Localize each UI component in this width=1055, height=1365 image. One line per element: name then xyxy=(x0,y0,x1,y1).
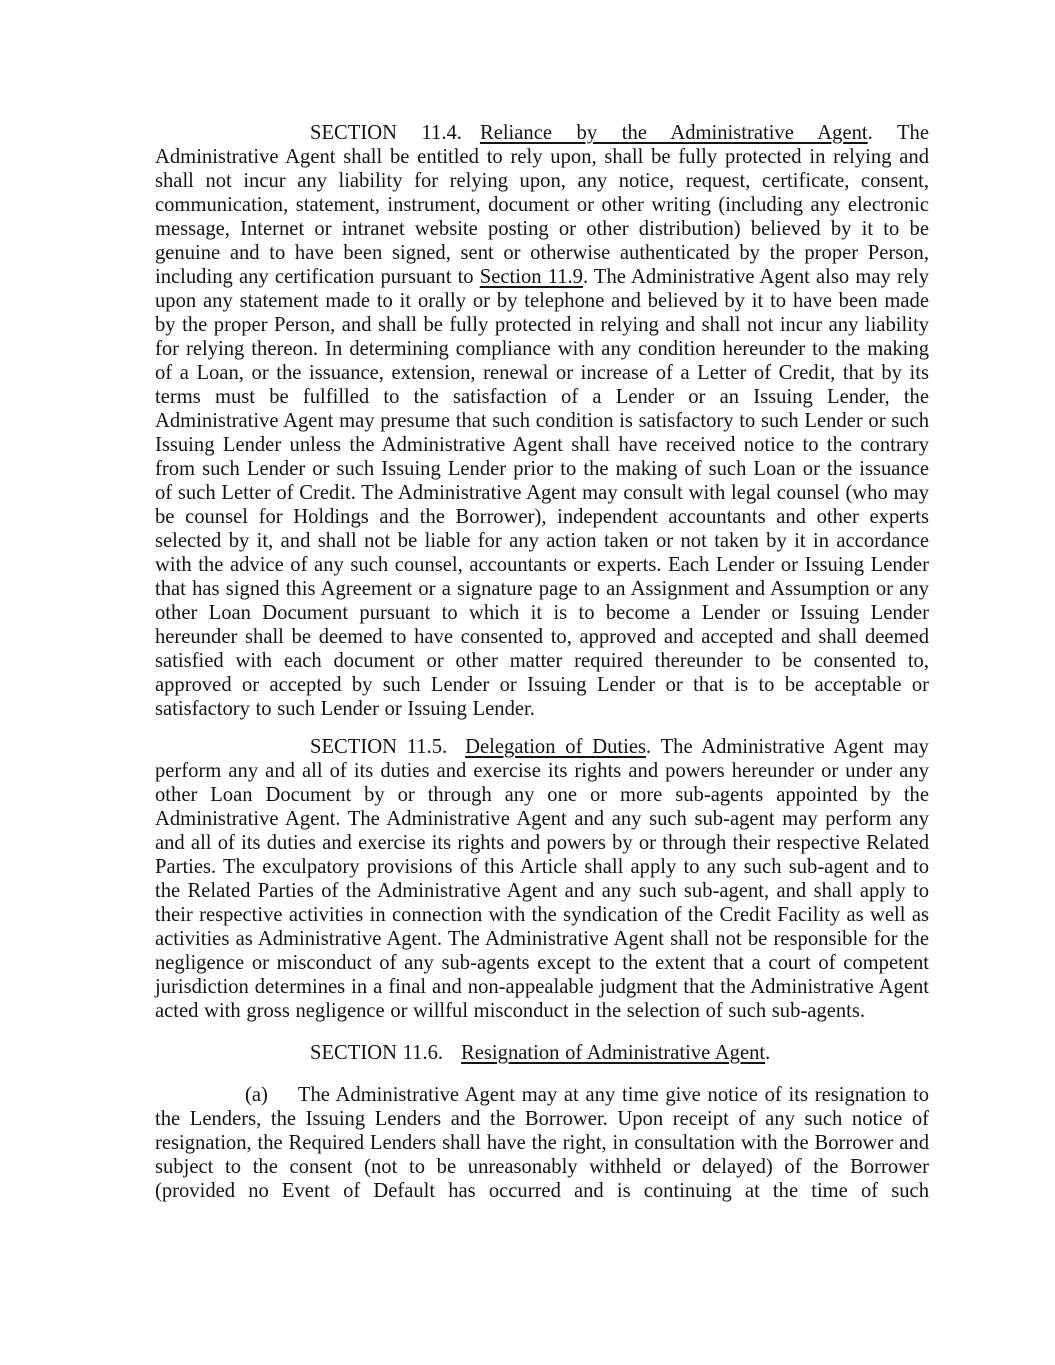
section-11-6-heading xyxy=(155,1041,929,1065)
section-11-4-title: Reliance by the Administrative Agent xyxy=(479,122,868,144)
section-11-6-title: Resignation of Administrative Agent xyxy=(461,1042,766,1064)
section-11-4-body-before-ref: The Administrative Agent shall be entitled to rely upon, shall be fully protected in relying and shall not incur any liability for relying upon, any notice, request, certificate, consent, communication, statement, instrument, document or other writing (including any electronic message, Internet or intranet website posting or other distribution) believed by it to be genuine and to have been signed, sent or otherwise authenticated by the proper Person, including any certification pursuant to xyxy=(155,122,929,288)
section-11-5-title-period: . xyxy=(646,736,652,758)
section-11-6-label: SECTION 11.6. xyxy=(310,1042,444,1064)
section-11-6-title-period: . xyxy=(765,1042,771,1064)
section-11-5-label: SECTION 11.5. xyxy=(310,736,448,758)
section-11-4-label: SECTION 11.4. xyxy=(310,122,462,144)
section-11-5-paragraph xyxy=(155,735,929,1023)
section-11-4-title-period: . xyxy=(867,122,873,144)
paragraph-a-label: (a) xyxy=(245,1084,268,1106)
section-11-5-body: The Administrative Agent may perform any and all of its duties and exercise its rights and powers hereunder or under any other Loan Document by or through any one or more sub-agents appointed by the Administrative Agent. The Administrative Agent and any such sub-agent may perform any and all of its duties and exercise its rights and powers by or through their respective Related Parties. The exculpatory provisions of this Article shall apply to any such sub-agent and to the Related Parties of the Administrative Agent and any such sub-agent, and shall apply to their respective activities in connection with the syndication of the Credit Facility as well as activities as Administrative Agent. The Administrative Agent shall not be responsible for the negligence or misconduct of any sub-agents except to the extent that a court of competent jurisdiction determines in a final and non-appealable judgment that the Administrative Agent acted with gross negligence or willful misconduct in the selection of such sub-agents. xyxy=(155,736,929,1022)
section-11-4-body-after-ref: . The Administrative Agent also may rely upon any statement made to it orally or by telephone and believed by it to have been made by the proper Person, and shall be fully protected in relying and shall not incur any liability for relying thereon. In determining compliance with any condition hereunder to the making of a Loan, or the issuance, extension, renewal or increase of a Letter of Credit, that by its terms must be fulfilled to the satisfaction of a Lender or an Issuing Lender, the Administrative Agent may presume that such condition is satisfactory to such Lender or such Issuing Lender unless the Administrative Agent shall have received notice to the contrary from such Lender or such Issuing Lender prior to the making of such Loan or the issuance of such Letter of Credit. The Administrative Agent may consult with legal counsel (who may be counsel for Holdings and the Borrower), independent accountants and other experts selected by it, and shall not be liable for any action taken or not taken by it in accordance with the advice of any such counsel, accountants or experts. Each Lender or Issuing Lender that has signed this Agreement or a signature page to an Assignment and Assumption or any other Loan Document pursuant to which it is to become a Lender or Issuing Lender hereunder shall be deemed to have consented to, approved and accepted and shall deemed satisfied with each document or other matter required thereunder to be consented to, approved or accepted by such Lender or Issuing Lender or that is to be acceptable or satisfactory to such Lender or Issuing Lender. xyxy=(155,266,929,720)
paragraph-a-body: The Administrative Agent may at any time give notice of its resignation to the Lenders, the Issuing Lenders and the Borrower. Upon receipt of any such notice of resignation, the Required Lenders shall have the right, in consultation with the Borrower and subject to the consent (not to be unreasonably withheld or delayed) of the Borrower (provided no Event of Default has occurred and is continuing at the time of such xyxy=(155,1084,929,1202)
section-11-5-title: Delegation of Duties xyxy=(465,736,646,758)
section-11-4-paragraph xyxy=(155,121,929,721)
paragraph-a xyxy=(155,1083,929,1203)
section-11-9-cross-reference: Section 11.9 xyxy=(479,266,583,288)
page-content xyxy=(155,121,929,1217)
